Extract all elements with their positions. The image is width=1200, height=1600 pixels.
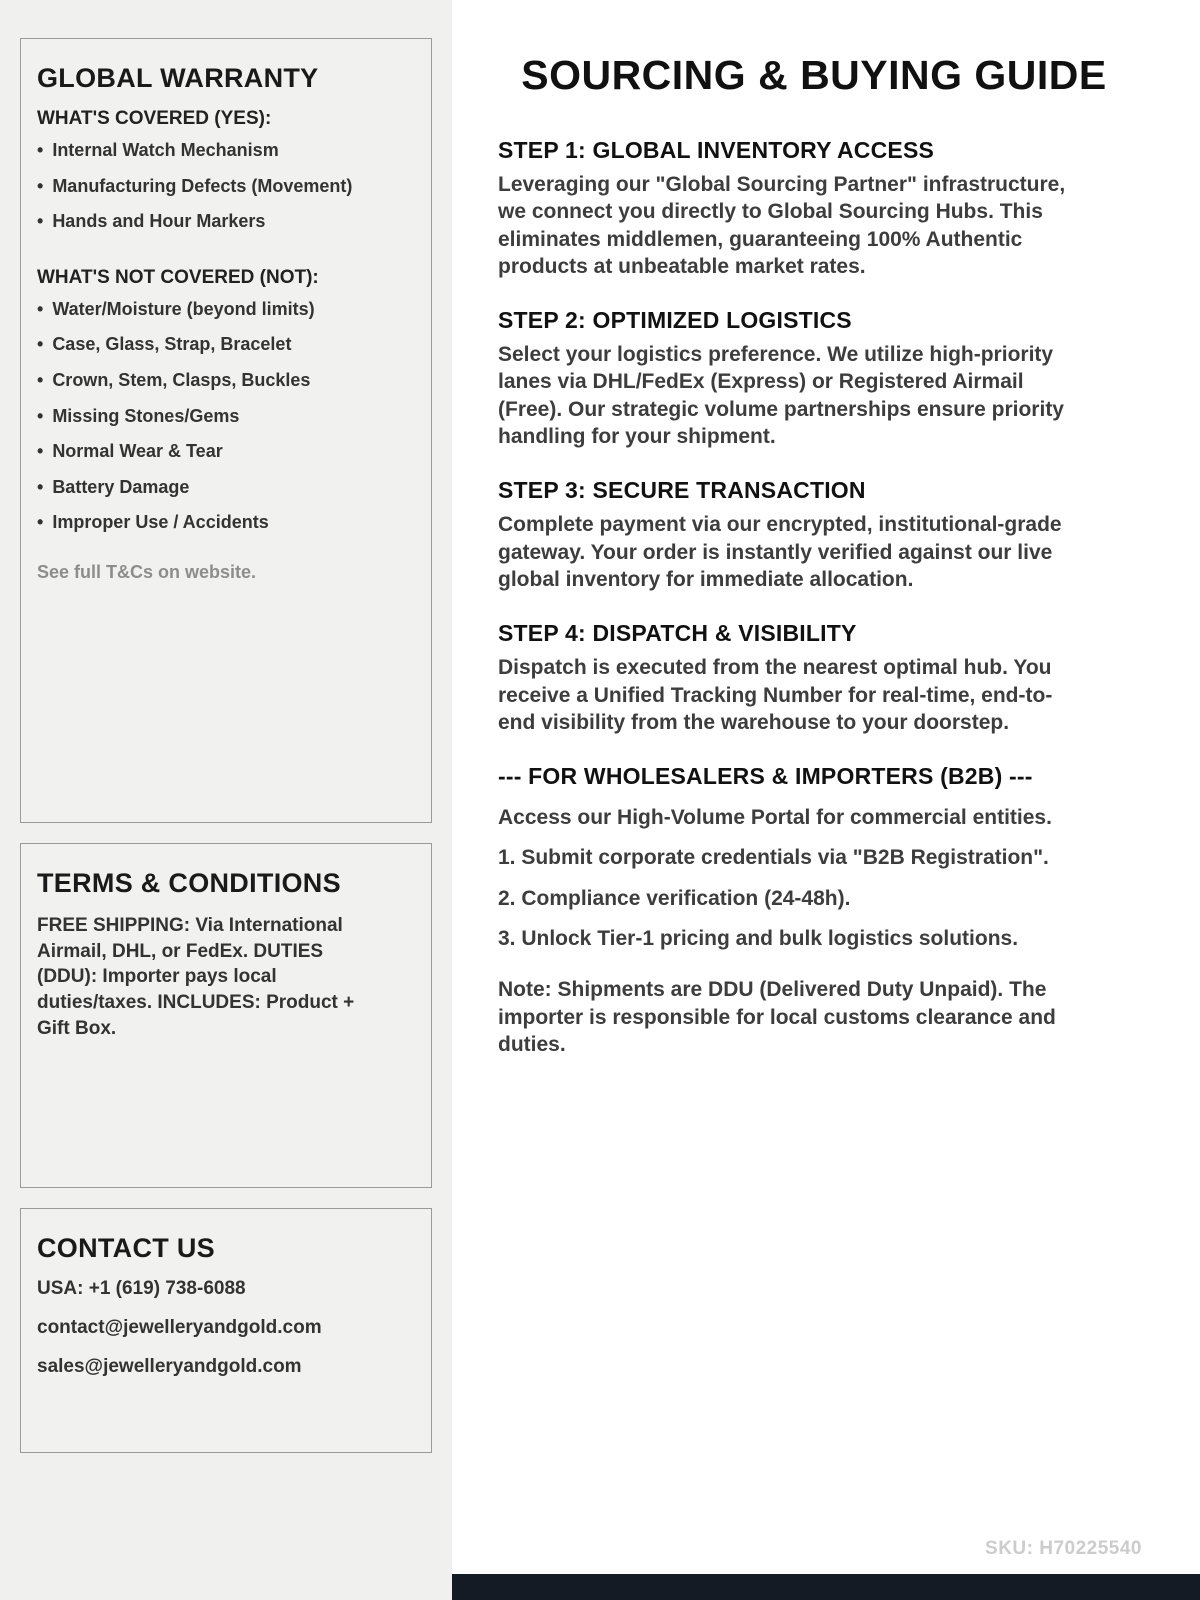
terms-panel xyxy=(20,843,432,1188)
step-1-section xyxy=(498,137,1083,280)
sku-label: SKU: H70225540 xyxy=(985,1538,1142,1559)
terms-title: TERMS & CONDITIONS xyxy=(37,868,341,898)
list-item: • Hands and Hour Markers xyxy=(37,211,415,233)
contact-panel xyxy=(20,1208,432,1453)
b2b-step-3: 3. Unlock Tier-1 pricing and bulk logistics solutions. xyxy=(498,927,1019,951)
bottom-bar xyxy=(452,1574,1200,1600)
list-item: • Manufacturing Defects (Movement) xyxy=(37,176,415,198)
contact-title: CONTACT US xyxy=(37,1233,215,1263)
b2b-note: Note: Shipments are DDU (Delivered Duty Unpaid). The importer is responsible for local customs clearance and duties. xyxy=(498,978,1056,1056)
step-1-body: Leveraging our "Global Sourcing Partner" infrastructure, we connect you directly to Global Sourcing Hubs. This eliminates middlemen, guaranteeing 100% Authentic products at unbeatable market rates. xyxy=(498,173,1066,278)
list-item: • Water/Moisture (beyond limits) xyxy=(37,299,415,321)
warranty-title: GLOBAL WARRANTY xyxy=(37,63,319,93)
step-2-heading: STEP 2: OPTIMIZED LOGISTICS xyxy=(498,307,852,334)
step-4-body: Dispatch is executed from the nearest optimal hub. You receive a Unified Tracking Number for real-time, end-to-end visibility from the warehouse to your doorstep. xyxy=(498,656,1053,734)
step-3-heading: STEP 3: SECURE TRANSACTION xyxy=(498,477,866,504)
list-item: • Battery Damage xyxy=(37,477,415,499)
contact-phone: USA: +1 (619) 738-6088 xyxy=(37,1278,246,1299)
list-item: • Crown, Stem, Clasps, Buckles xyxy=(37,370,415,392)
sales-email: sales@jewelleryandgold.com xyxy=(37,1356,302,1377)
b2b-step-1: 1. Submit corporate credentials via "B2B Registration". xyxy=(498,846,1049,870)
list-item: • Case, Glass, Strap, Bracelet xyxy=(37,334,415,356)
list-item: • Internal Watch Mechanism xyxy=(37,140,415,162)
sidebar xyxy=(0,0,452,1600)
not-covered-list xyxy=(37,299,415,534)
step-4-section xyxy=(498,620,1083,736)
list-item: • Improper Use / Accidents xyxy=(37,512,415,534)
warranty-footnote: See full T&Cs on website. xyxy=(37,561,257,582)
terms-body: FREE SHIPPING: Via International Airmail, DHL, or FedEx. DUTIES (DDU): Importer pays local duties/taxes. INCLUDES: Product + Gift Box. xyxy=(37,915,355,1039)
b2b-section xyxy=(498,763,1130,1058)
b2b-intro: Access our High-Volume Portal for commercial entities. xyxy=(498,806,1052,830)
contact-email: contact@jewelleryandgold.com xyxy=(37,1317,322,1338)
step-3-section xyxy=(498,477,1083,593)
list-item: • Normal Wear & Tear xyxy=(37,441,415,463)
not-covered-subtitle: WHAT'S NOT COVERED (NOT): xyxy=(37,266,319,288)
step-2-body: Select your logistics preference. We utilize high-priority lanes via DHL/FedEx (Express) or Registered Airmail (Free). Our strategic volume partnerships ensure priority handling for your shipment. xyxy=(498,343,1064,449)
list-item: • Missing Stones/Gems xyxy=(37,406,415,428)
b2b-step-2: 2. Compliance verification (24-48h). xyxy=(498,886,851,910)
main-content xyxy=(452,0,1200,1600)
covered-list xyxy=(37,140,415,233)
step-3-body: Complete payment via our encrypted, institutional-grade gateway. Your order is instantly verified against our live global inventory for immediate allocation. xyxy=(498,513,1062,591)
b2b-heading: --- FOR WHOLESALERS & IMPORTERS (B2B) --- xyxy=(498,763,1033,790)
step-4-heading: STEP 4: DISPATCH & VISIBILITY xyxy=(498,620,857,647)
covered-subtitle: WHAT'S COVERED (YES): xyxy=(37,108,272,129)
step-1-heading: STEP 1: GLOBAL INVENTORY ACCESS xyxy=(498,137,935,163)
page-title: SOURCING & BUYING GUIDE xyxy=(521,52,1107,98)
step-2-section xyxy=(498,307,1083,450)
warranty-panel xyxy=(20,38,432,823)
